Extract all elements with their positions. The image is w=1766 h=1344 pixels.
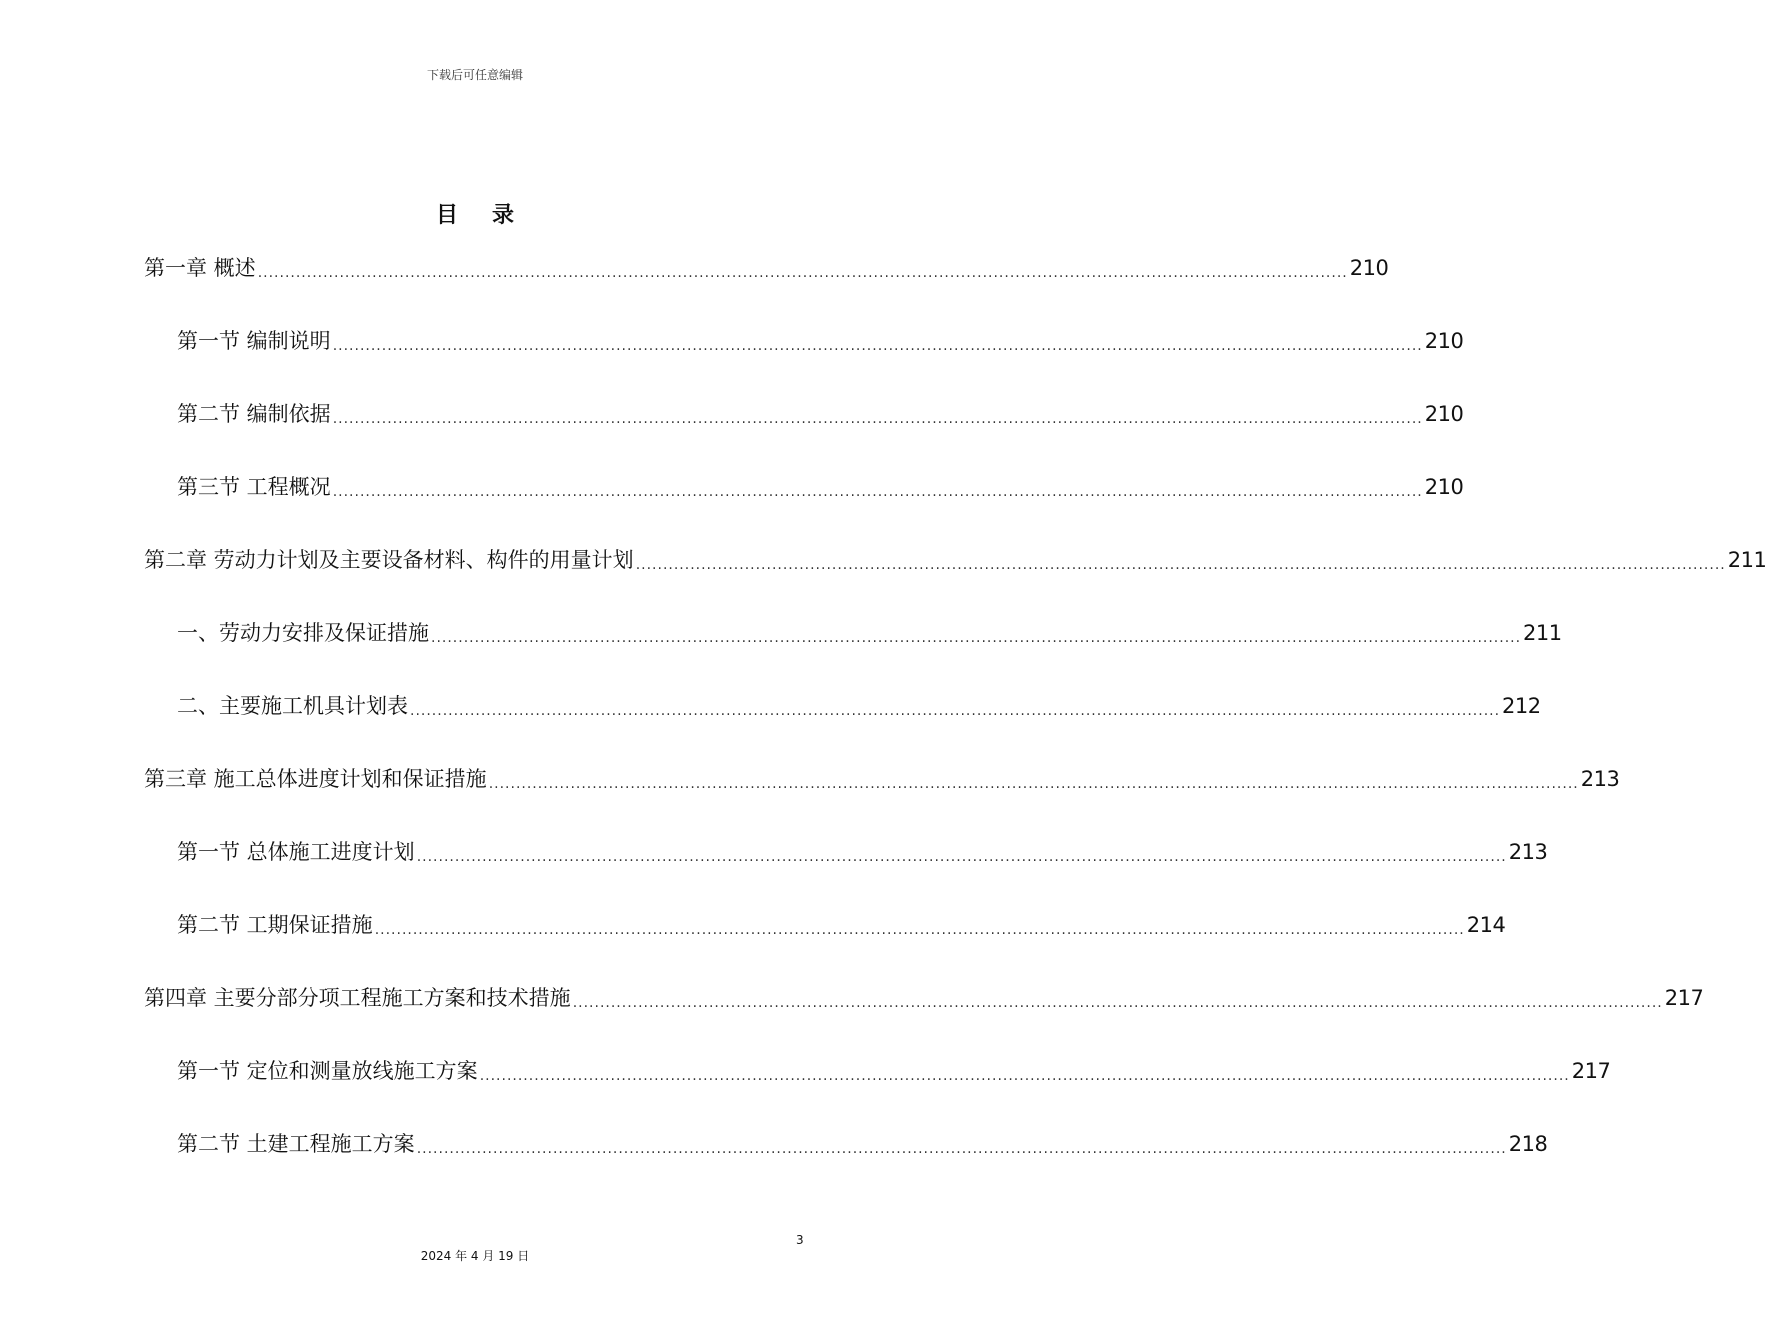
toc-entry-label: 第二章 劳动力计划及主要设备材料、构件的用量计划 <box>144 548 634 572</box>
toc-entry[interactable] <box>144 759 1620 799</box>
toc-entry-label: 第四章 主要分部分项工程施工方案和技术措施 <box>144 986 571 1010</box>
toc-entry[interactable] <box>177 467 1464 507</box>
toc-leader-dots: ........................................................................................................................................................................................................ <box>410 703 1501 719</box>
toc-leader-dots: ........................................................................................................................................................................................................ <box>572 995 1663 1011</box>
toc-leader-dots: ........................................................................................................................................................................................................ <box>479 1068 1570 1084</box>
toc-entry-label: 第二节 工期保证措施 <box>177 913 373 937</box>
toc-entry-label: 二、主要施工机具计划表 <box>177 694 408 718</box>
toc-entry-label: 第一章 概述 <box>144 256 256 280</box>
toc-entry-page: 211 <box>1727 548 1766 572</box>
footer-date: 2024 年 4 月 19 日 <box>420 1249 530 1263</box>
toc-leader-dots: ........................................................................................................................................................................................................ <box>374 922 1465 938</box>
page-number: 3 <box>796 1233 804 1247</box>
toc-entry[interactable] <box>144 978 1704 1018</box>
toc-leader-dots: ........................................................................................................................................................................................................ <box>635 557 1726 573</box>
toc-entry-label: 第二节 编制依据 <box>177 402 331 426</box>
toc-entry-page: 213 <box>1580 767 1620 791</box>
toc-title: 目录 <box>435 203 548 228</box>
toc-leader-dots: ........................................................................................................................................................................................................ <box>332 411 1423 427</box>
toc-entry-label: 第一节 编制说明 <box>177 329 331 353</box>
toc-entry-label: 第一节 定位和测量放线施工方案 <box>177 1059 478 1083</box>
toc-entry-page: 213 <box>1508 840 1548 864</box>
toc-entry[interactable] <box>177 394 1464 434</box>
toc-entry[interactable] <box>177 321 1464 361</box>
toc-entry-page: 210 <box>1349 256 1389 280</box>
toc-leader-dots: ........................................................................................................................................................................................................ <box>257 265 1348 281</box>
toc-leader-dots: ........................................................................................................................................................................................................ <box>431 630 1522 646</box>
toc-leader-dots: ........................................................................................................................................................................................................ <box>416 849 1507 865</box>
toc-entry-page: 217 <box>1571 1059 1611 1083</box>
toc-entry-page: 211 <box>1523 621 1562 645</box>
toc-entry[interactable] <box>177 613 1562 653</box>
toc-entry-page: 217 <box>1664 986 1704 1010</box>
toc-entry-page: 214 <box>1466 913 1506 937</box>
toc-leader-dots: ........................................................................................................................................................................................................ <box>488 776 1579 792</box>
toc-leader-dots: ........................................................................................................................................................................................................ <box>416 1141 1507 1157</box>
toc-entry-label: 第一节 总体施工进度计划 <box>177 840 415 864</box>
toc-entry[interactable] <box>177 905 1506 945</box>
toc-leader-dots: ........................................................................................................................................................................................................ <box>332 484 1423 500</box>
toc-entry-page: 210 <box>1424 329 1464 353</box>
toc-entry[interactable] <box>177 832 1548 872</box>
toc-entry[interactable] <box>144 248 1389 288</box>
toc-leader-dots: ........................................................................................................................................................................................................ <box>332 338 1423 354</box>
toc-entry[interactable] <box>144 540 1766 580</box>
page-header: 下载后可任意编辑 <box>426 68 523 82</box>
toc-entry-label: 第三章 施工总体进度计划和保证措施 <box>144 767 487 791</box>
toc-entry-page: 210 <box>1424 402 1464 426</box>
toc-entry-page: 218 <box>1508 1132 1548 1156</box>
toc-entry-label: 一、劳动力安排及保证措施 <box>177 621 429 645</box>
toc-entry-page: 210 <box>1424 475 1464 499</box>
toc-entry[interactable] <box>177 686 1541 726</box>
toc-entry-page: 212 <box>1502 694 1541 718</box>
toc-entry[interactable] <box>177 1124 1548 1164</box>
toc-entry[interactable] <box>177 1051 1611 1091</box>
toc-entry-label: 第二节 土建工程施工方案 <box>177 1132 415 1156</box>
toc-entry-label: 第三节 工程概况 <box>177 475 331 499</box>
